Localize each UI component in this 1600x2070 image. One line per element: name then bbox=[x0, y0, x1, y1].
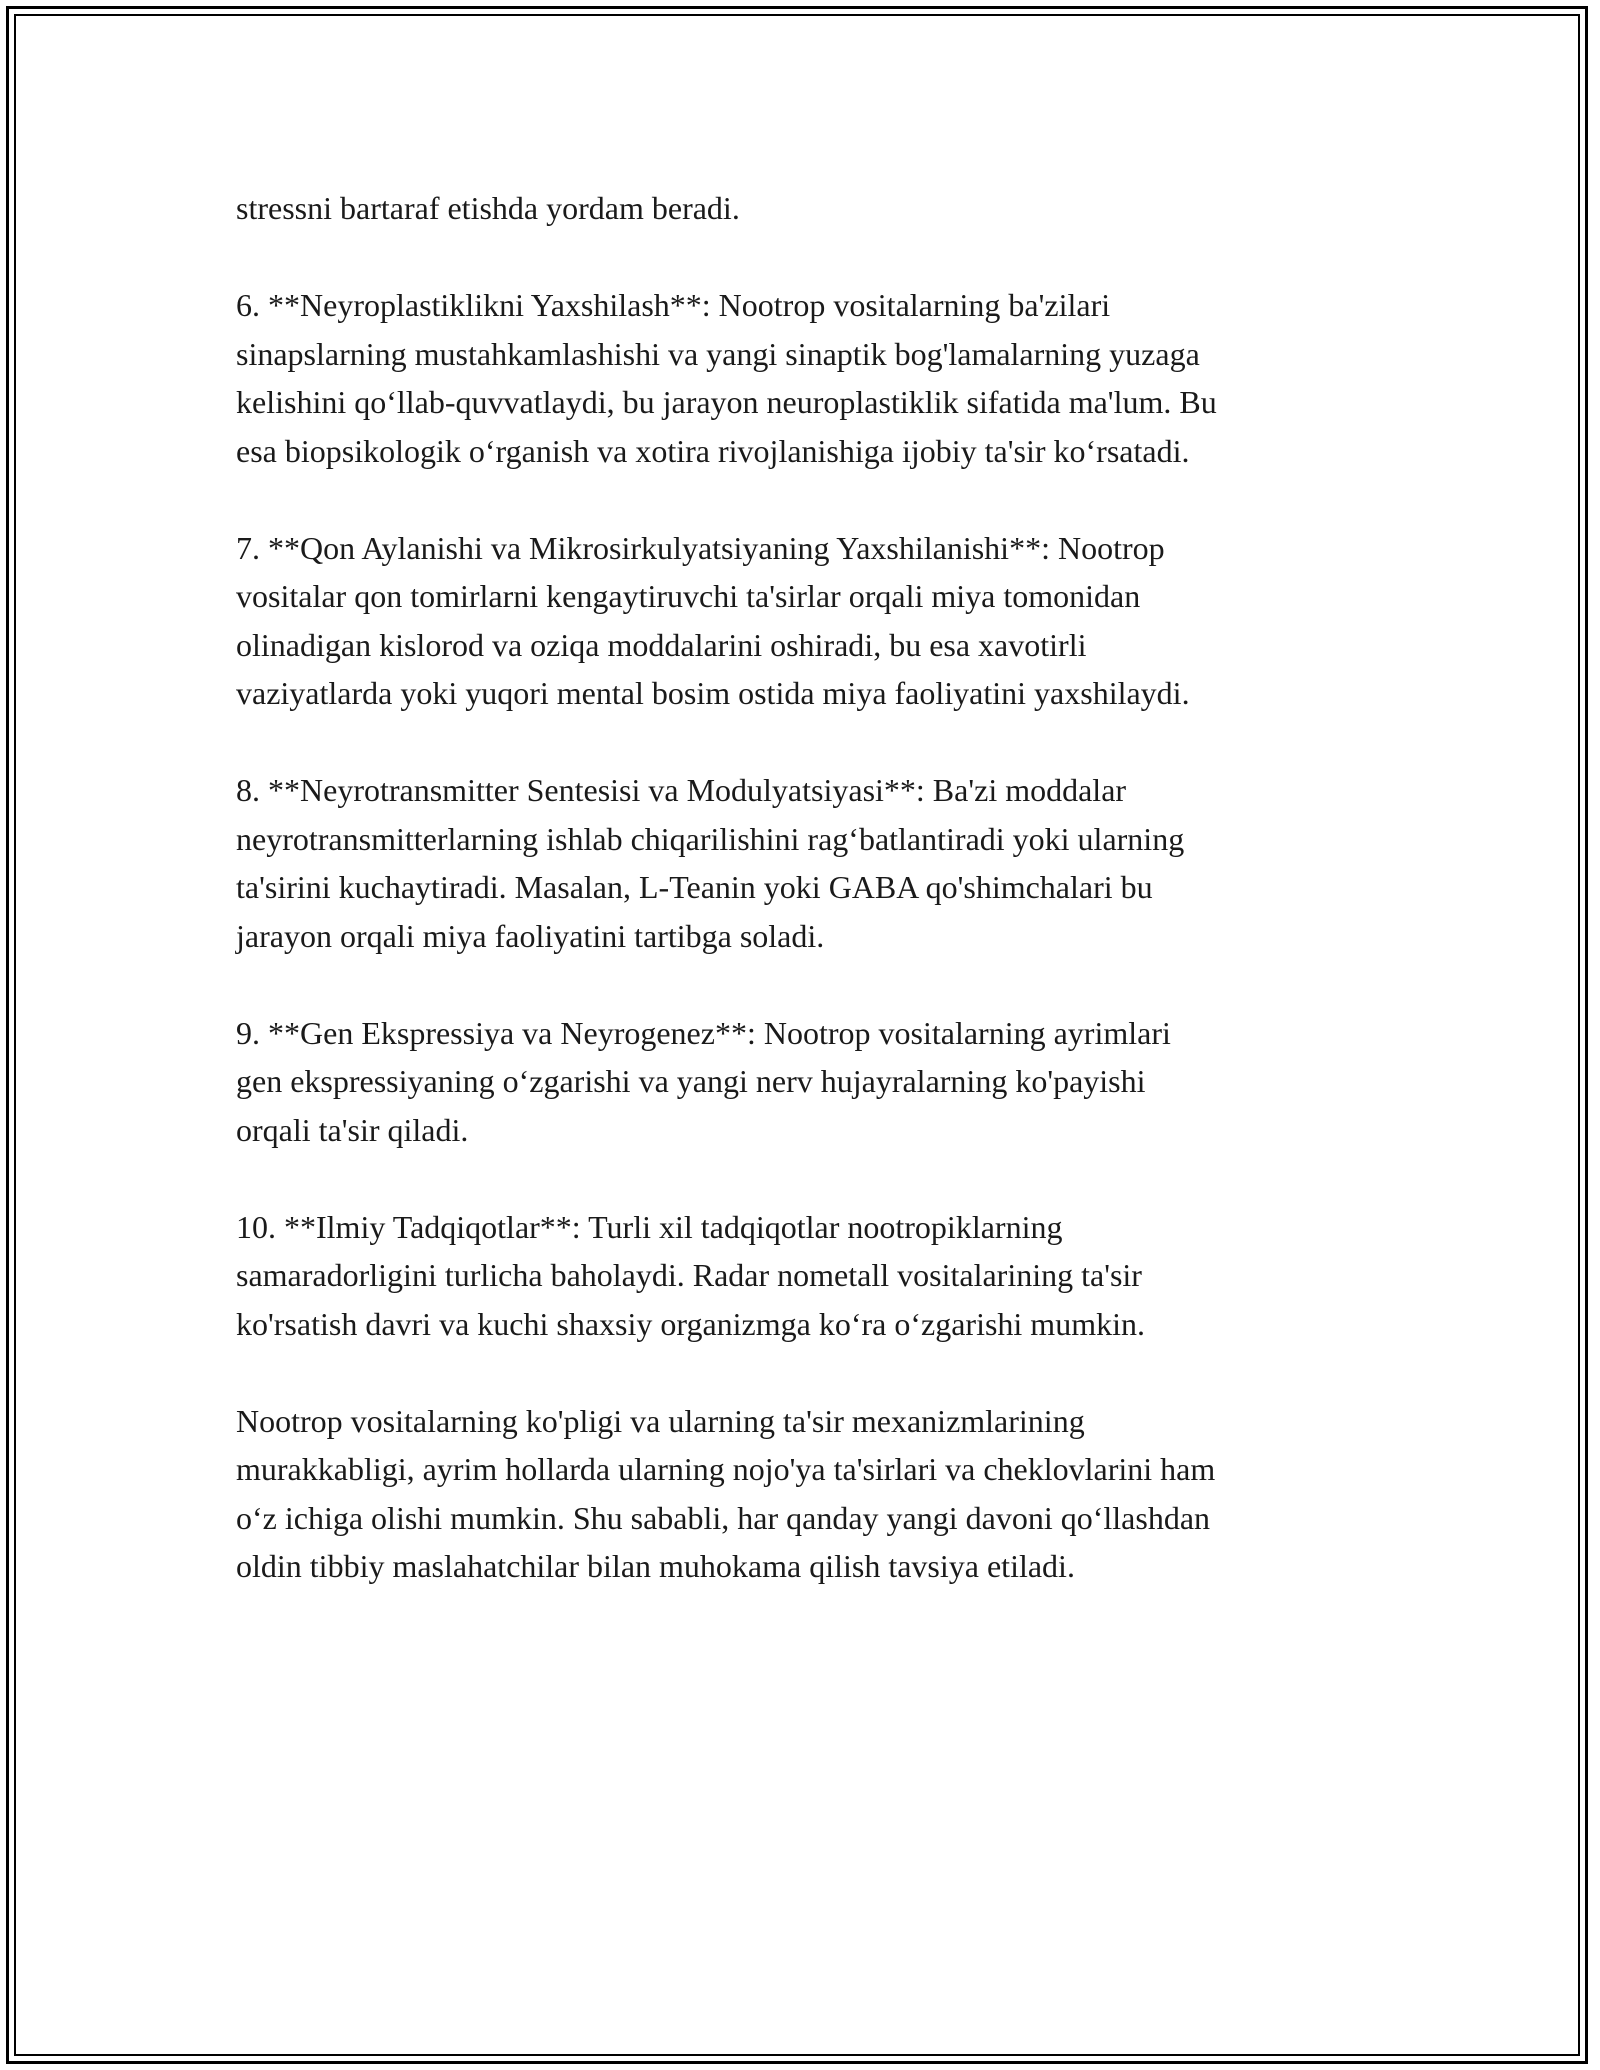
text-line: neyrotransmitterlarning ishlab chiqarilishini rag‘batlantiradi yoki ularning bbox=[236, 820, 1185, 857]
paragraph-item-8 bbox=[236, 766, 1376, 960]
text-line: orqali ta'sir qiladi. bbox=[236, 1111, 469, 1148]
text-line: vaziyatlarda yoki yuqori mental bosim ostida miya faoliyatini yaxshilaydi. bbox=[236, 675, 1190, 711]
paragraph-item-9 bbox=[236, 1009, 1376, 1155]
paragraph-item-7 bbox=[236, 524, 1376, 718]
text-line: olinadigan kislorod va oziqa moddalarini oshiradi, bu esa xavotirli bbox=[236, 626, 1087, 663]
text-line: 9. **Gen Ekspressiya va Neyrogenez**: Nootrop vositalarning ayrimlari bbox=[236, 1014, 1171, 1051]
paragraph-intro bbox=[236, 184, 1376, 233]
text-line: oldin tibbiy maslahatchilar bilan muhokama qilish tavsiya etiladi. bbox=[236, 1548, 1075, 1584]
text-line: murakkabligi, ayrim hollarda ularning nojo'ya ta'sirlari va cheklovlarini ham bbox=[236, 1451, 1216, 1487]
text-line: kelishini qo‘llab-quvvatlaydi, bu jarayon neuroplastiklik sifatida ma'lum. Bu bbox=[236, 384, 1217, 420]
document-body bbox=[236, 184, 1376, 1639]
paragraph-item-6 bbox=[236, 281, 1376, 475]
text-line: vositalar qon tomirlarni kengaytiruvchi ta'sirlar orqali miya tomonidan bbox=[236, 578, 1141, 614]
text-line: esa biopsikologik o‘rganish va xotira rivojlanishiga ijobiy ta'sir ko‘rsatadi. bbox=[236, 432, 1190, 469]
text-line: 7. **Qon Aylanishi va Mikrosirkulyatsiyaning Yaxshilanishi**: Nootrop bbox=[236, 529, 1165, 566]
text-line: 10. **Ilmiy Tadqiqotlar**: Turli xil tadqiqotlar nootropiklarning bbox=[236, 1208, 1063, 1245]
paragraph-item-10 bbox=[236, 1203, 1376, 1349]
paragraph-conclusion bbox=[236, 1397, 1376, 1591]
text-line: sinapslarning mustahkamlashishi va yangi sinaptik bog'lamalarning yuzaga bbox=[236, 335, 1200, 372]
text-line: stressni bartaraf etishda yordam beradi. bbox=[236, 190, 740, 226]
text-line: ko'rsatish davri va kuchi shaxsiy organizmga ko‘ra o‘zgarishi mumkin. bbox=[236, 1305, 1145, 1342]
text-line: gen ekspressiyaning o‘zgarishi va yangi nerv hujayralarning ko'payishi bbox=[236, 1063, 1146, 1099]
text-line: ta'sirini kuchaytiradi. Masalan, L-Teanin yoki GABA qo'shimchalari bu bbox=[236, 869, 1153, 905]
text-line: samaradorligini turlicha baholaydi. Radar nometall vositalarining ta'sir bbox=[236, 1257, 1142, 1293]
text-line: 8. **Neyrotransmitter Sentesisi va Modulyatsiyasi**: Ba'zi moddalar bbox=[236, 772, 1127, 808]
text-line: jarayon orqali miya faoliyatini tartibga soladi. bbox=[236, 917, 825, 954]
text-line: o‘z ichiga olishi mumkin. Shu sababli, har qanday yangi davoni qo‘llashdan bbox=[236, 1499, 1211, 1536]
text-line: Nootrop vositalarning ko'pligi va ularning ta'sir mexanizmlarining bbox=[236, 1402, 1085, 1439]
text-line: 6. **Neyroplastiklikni Yaxshilash**: Nootrop vositalarning ba'zilari bbox=[236, 287, 1111, 323]
